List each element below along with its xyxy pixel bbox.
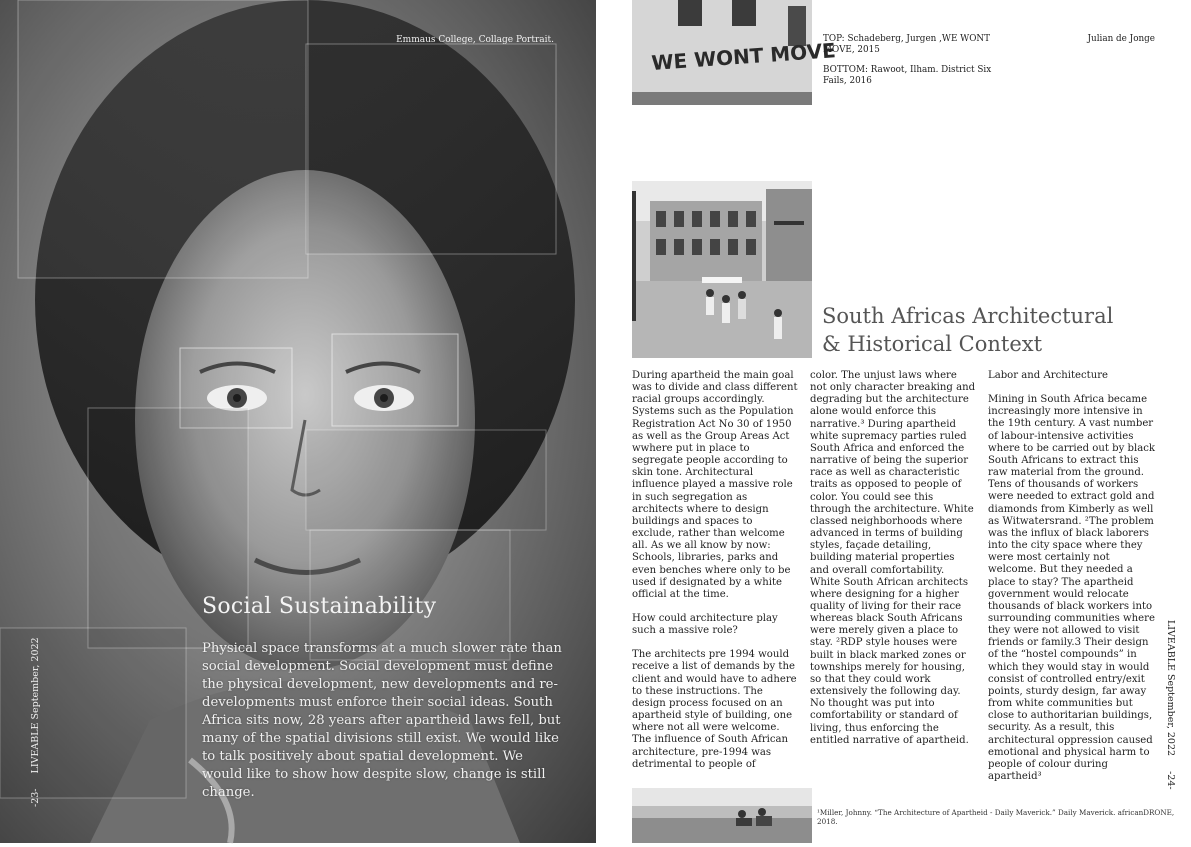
article-heading xyxy=(822,302,1142,358)
text-column-2 xyxy=(810,370,976,759)
street-scene-image xyxy=(632,181,812,358)
right-running-footer xyxy=(1165,620,1176,790)
text-column-3 xyxy=(988,370,1156,795)
column-1-paragraph-2: How could architecture play such a massive role? xyxy=(632,612,778,637)
photo-captions xyxy=(823,34,1003,96)
intro-paragraph: Physical space transforms at a much slower rate than social development. Social development must define the physical development, new developments and re-developments must enforce their social ideas. South Africa sits now, 28 years after apartheid laws fell, but many of the spatial divisions still exist. We would like to talk positively about spatial development. We would like to show how despite slow, change is still change. xyxy=(202,641,562,800)
left-running-footer xyxy=(30,637,41,807)
article-heading-line-2: & Historical Context xyxy=(822,332,1043,356)
graffiti-photo xyxy=(632,0,837,105)
footnote: ¹Miller, Johnny. “The Architecture of Apartheid - Daily Maverick.” Daily Maverick. africanDRONE, 2018. xyxy=(817,808,1175,826)
left-running-title: LIVEABLE September, 2022 xyxy=(30,637,41,774)
text-column-1 xyxy=(632,370,798,783)
right-page-number: -24- xyxy=(1165,771,1176,790)
graffiti-text: WE WONT MOVE xyxy=(650,38,837,75)
left-page xyxy=(0,0,596,843)
street-photo xyxy=(632,181,812,358)
column-1-paragraph-3: The architects pre 1994 would receive a list of demands by the client and would have to adhere to these instructions. The design process focused on an apartheid style of building, one where not all were welcome. The influence of South African architecture, pre-1994 was detrimental to people of xyxy=(632,649,797,770)
district-six-image xyxy=(632,788,812,843)
right-page xyxy=(596,0,1191,843)
collage-caption: Emmaus College, Collage Portrait. xyxy=(396,35,554,45)
article-heading-line-1: South Africas Architectural xyxy=(822,304,1114,328)
column-3-subheading: Labor and Architecture xyxy=(988,370,1109,381)
section-title: Social Sustainability xyxy=(202,594,437,619)
graffiti-wall-image xyxy=(632,0,837,105)
bottom-photo xyxy=(632,788,812,843)
author-name: Julian de Jonge xyxy=(1087,34,1155,44)
column-1-paragraph-1: During apartheid the main goal was to divide and class different racial groups accordingly. Systems such as the Population Registration Act No 30 of 1950 as well as the Group Areas Act wwhere put in place to segregate people according to skin tone. Architectural influence played a massive role in such segregation as architects where to design buildings and spaces to exclude, rather than welcome all. As we all know by now: Schools, libraries, parks and even benches where only to be used if designated by a white official at the time. xyxy=(632,370,798,600)
right-running-title: LIVEABLE September, 2022 xyxy=(1165,620,1176,757)
column-3-paragraph-1: Mining in South Africa became increasingly more intensive in the 19th century. A vast number of labour-intensive activities where to be carried out by black South Africans to extract this raw material from the ground. Tens of thousands of workers were needed to extract gold and diamonds from Kimberly as well as Witwatersrand. ²The problem was the influx of black laborers into the city space where they were most certainly not welcome. But they needed a place to stay? The apartheid government would relocate thousands of black workers into surrounding communities where they were not allowed to visit friends or family.3 Their design of the “hostel compounds” in which they would stay in would consist of controlled entry/exit points, sturdy design, far away from white communities but close to authoritarian buildings, security. As a result, this architectural oppression caused emotional and physical harm to people of colour during apartheid³ xyxy=(988,394,1155,782)
caption-bottom-photo: BOTTOM: Rawoot, Ilham. District Six Fails, 2016 xyxy=(823,65,992,86)
caption-top-photo: TOP: Schadeberg, Jurgen ,WE WONT MOVE, 2015 xyxy=(823,34,990,55)
left-page-number: -23- xyxy=(30,788,41,807)
column-2-paragraph-1: color. The unjust laws where not only character breaking and degrading but the architecture alone would enforce this narrative.³ During apartheid white supremacy parties ruled South Africa and enforced the narrative of being the superior race as well as characteristic traits as opposed to people of color. You could see this through the architecture. White classed neighborhoods where advanced in terms of building styles, façade detailing, building material properties and overall comfortability. White South African architects where designing for a higher quality of living for their race whereas black South Africans were merely given a place to stay. ²RDP style houses were built in black marked zones or townships merely for housing, so that they could work extensively the following day. No thought was put into comfortability or standard of living, thus enforcing the entitled narrative of apartheid. xyxy=(810,370,976,746)
